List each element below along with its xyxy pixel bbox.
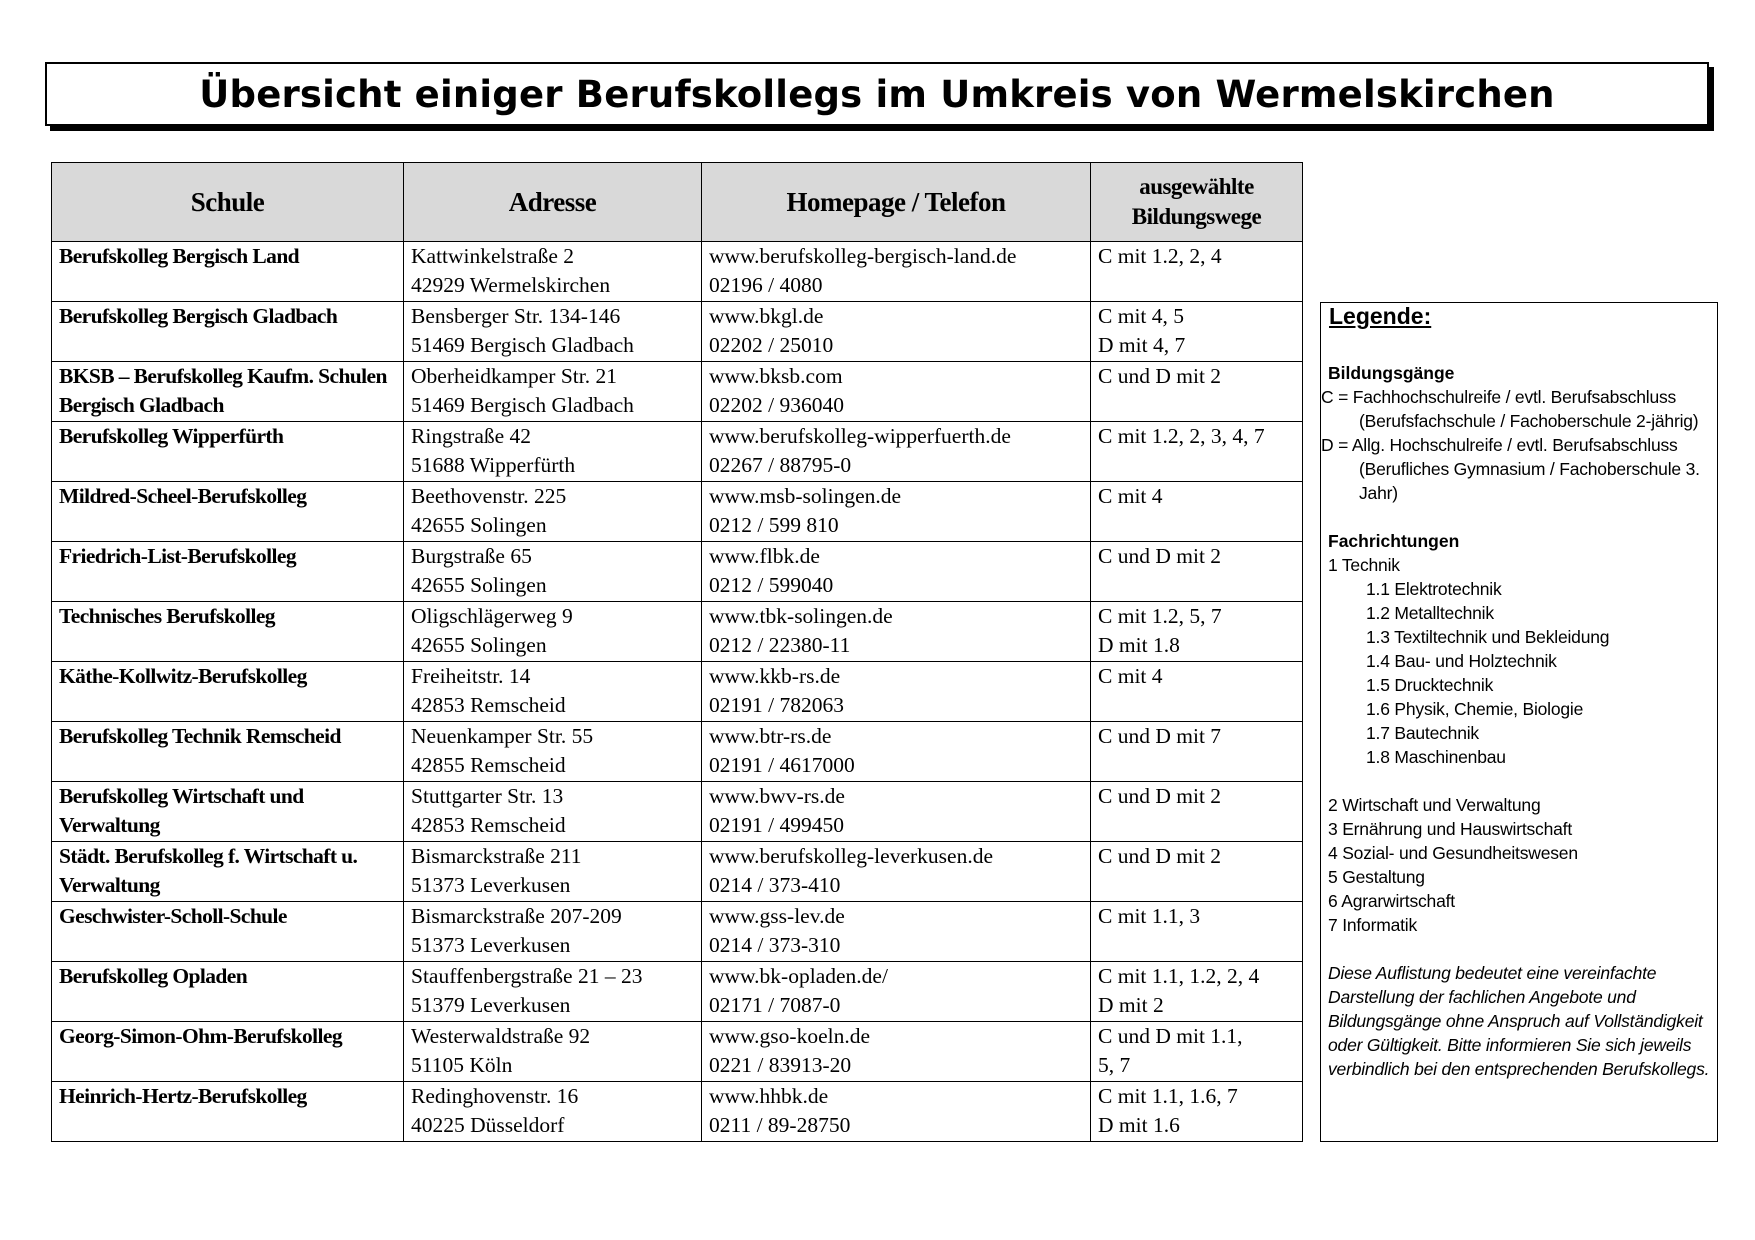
phone-number: 0214 / 373-410 — [709, 873, 841, 897]
legend-box — [1320, 302, 1718, 1142]
legend-bildungsgang-d-detail-2: Jahr) — [1359, 483, 1398, 503]
legend-technik-sub: 1.3 Textiltechnik und Bekleidung — [1366, 627, 1610, 647]
address-line: Burgstraße 65 — [411, 544, 532, 568]
address-cell — [404, 602, 702, 662]
paths-cell — [1091, 1022, 1303, 1082]
legend-technik: 1 Technik — [1328, 555, 1400, 575]
address-line: 42655 Solingen — [411, 513, 547, 537]
address-line: 51373 Leverkusen — [411, 873, 571, 897]
legend-bildungsgang-d-detail: (Berufliches Gymnasium / Fachoberschule 3. — [1359, 459, 1700, 479]
paths-line: C mit 1.1, 3 — [1098, 904, 1201, 928]
legend-title: Legende: — [1329, 303, 1432, 329]
paths-cell — [1091, 242, 1303, 302]
paths-cell — [1091, 362, 1303, 422]
paths-line: C und D mit 2 — [1098, 364, 1222, 388]
paths-line: C und D mit 2 — [1098, 784, 1222, 808]
paths-line: C und D mit 7 — [1098, 724, 1222, 748]
paths-line: C mit 1.2, 2, 3, 4, 7 — [1098, 424, 1265, 448]
phone-number: 02171 / 7087-0 — [709, 993, 841, 1017]
header-bildungswege: ausgewählte Bildungswege — [1091, 163, 1303, 242]
school-name-cell: Berufskolleg Wirtschaft und Verwaltung — [52, 782, 404, 842]
paths-line: C und D mit 2 — [1098, 844, 1222, 868]
contact-cell — [702, 242, 1091, 302]
phone-number: 02191 / 782063 — [709, 693, 844, 717]
address-cell — [404, 482, 702, 542]
phone-number: 02191 / 4617000 — [709, 753, 855, 777]
address-line: 51469 Bergisch Gladbach — [411, 393, 634, 417]
table-row — [52, 1022, 1303, 1082]
header-homepage-telefon: Homepage / Telefon — [702, 163, 1091, 242]
legend-bildungsgaenge-title: Bildungsgänge — [1328, 363, 1455, 383]
phone-number: 02267 / 88795-0 — [709, 453, 852, 477]
table-row — [52, 962, 1303, 1022]
address-cell — [404, 362, 702, 422]
contact-cell — [702, 542, 1091, 602]
address-line: 42855 Remscheid — [411, 753, 566, 777]
homepage-link[interactable]: www.flbk.de — [709, 544, 820, 568]
address-line: 51379 Leverkusen — [411, 993, 571, 1017]
legend-bildungsgang-c-detail: (Berufsfachschule / Fachoberschule 2-jährig) — [1359, 411, 1699, 431]
address-line: Kattwinkelstraße 2 — [411, 244, 574, 268]
legend-fachrichtung: 3 Ernährung und Hauswirtschaft — [1328, 819, 1572, 839]
contact-cell — [702, 842, 1091, 902]
contact-cell — [702, 662, 1091, 722]
schools-table — [51, 162, 1303, 1142]
address-cell — [404, 542, 702, 602]
paths-line: D mit 4, 7 — [1098, 333, 1186, 357]
address-cell — [404, 962, 702, 1022]
paths-line: C und D mit 2 — [1098, 544, 1222, 568]
phone-number: 02202 / 936040 — [709, 393, 844, 417]
title-box — [45, 62, 1709, 126]
legend-disclaimer: Diese Auflistung bedeutet eine vereinfachte Darstellung der fachlichen Angebote und Bildungsgänge ohne Anspruch auf Vollständigkeit oder Gültigkeit. Bitte informieren Sie sich jeweils verbindlich bei den entsprechenden Berufskollegs. — [1328, 963, 1710, 1079]
address-line: Bismarckstraße 207-209 — [411, 904, 622, 928]
table-row — [52, 662, 1303, 722]
table-header-row — [52, 163, 1303, 242]
table-row — [52, 842, 1303, 902]
contact-cell — [702, 902, 1091, 962]
phone-number: 02196 / 4080 — [709, 273, 823, 297]
paths-cell — [1091, 542, 1303, 602]
phone-number: 0212 / 599 810 — [709, 513, 839, 537]
legend-bildungsgang-d: D = Allg. Hochschulreife / evtl. Berufsabschluss — [1321, 435, 1678, 455]
address-line: Ringstraße 42 — [411, 424, 532, 448]
address-cell — [404, 422, 702, 482]
homepage-link[interactable]: www.tbk-solingen.de — [709, 604, 893, 628]
legend-technik-sub: 1.7 Bautechnik — [1366, 723, 1479, 743]
paths-cell — [1091, 422, 1303, 482]
homepage-link[interactable]: www.berufskolleg-leverkusen.de — [709, 844, 993, 868]
address-cell — [404, 1082, 702, 1142]
address-cell — [404, 1022, 702, 1082]
address-line: Stauffenbergstraße 21 – 23 — [411, 964, 643, 988]
table-row — [52, 362, 1303, 422]
school-name-cell: Friedrich-List-Berufskolleg — [52, 542, 404, 602]
table-row — [52, 302, 1303, 362]
table-row — [52, 782, 1303, 842]
paths-cell — [1091, 482, 1303, 542]
page-title: Übersicht einiger Berufskollegs im Umkreis von Wermelskirchen — [199, 72, 1555, 116]
paths-line: C mit 1.1, 1.6, 7 — [1098, 1084, 1238, 1108]
contact-cell — [702, 782, 1091, 842]
address-line: 51469 Bergisch Gladbach — [411, 333, 634, 357]
homepage-link[interactable]: www.bk-opladen.de/ — [709, 964, 888, 988]
legend-technik-sub: 1.6 Physik, Chemie, Biologie — [1366, 699, 1584, 719]
homepage-link[interactable]: www.gss-lev.de — [709, 904, 845, 928]
legend-technik-sub: 1.8 Maschinenbau — [1366, 747, 1506, 767]
homepage-link[interactable]: www.msb-solingen.de — [709, 484, 902, 508]
homepage-link[interactable]: www.btr-rs.de — [709, 724, 832, 748]
legend-fachrichtungen-title: Fachrichtungen — [1328, 531, 1460, 551]
contact-cell — [702, 1082, 1091, 1142]
contact-cell — [702, 422, 1091, 482]
address-cell — [404, 782, 702, 842]
paths-line: C mit 4 — [1098, 664, 1163, 688]
address-line: 42853 Remscheid — [411, 693, 566, 717]
school-name-cell: BKSB – Berufskolleg Kaufm. Schulen Bergisch Gladbach — [52, 362, 404, 422]
legend-fachrichtung: 6 Agrarwirtschaft — [1328, 891, 1455, 911]
paths-cell — [1091, 782, 1303, 842]
address-cell — [404, 902, 702, 962]
address-line: Redinghovenstr. 16 — [411, 1084, 579, 1108]
contact-cell — [702, 962, 1091, 1022]
paths-cell — [1091, 902, 1303, 962]
legend-fachrichtung: 2 Wirtschaft und Verwaltung — [1328, 795, 1541, 815]
table-row — [52, 542, 1303, 602]
phone-number: 0211 / 89-28750 — [709, 1113, 851, 1137]
legend-technik-sub: 1.5 Drucktechnik — [1366, 675, 1494, 695]
address-line: Oligschlägerweg 9 — [411, 604, 573, 628]
address-line: Bismarckstraße 211 — [411, 844, 582, 868]
legend-fachrichtung: 4 Sozial- und Gesundheitswesen — [1328, 843, 1578, 863]
paths-cell — [1091, 842, 1303, 902]
table-row — [52, 482, 1303, 542]
paths-line: C mit 4 — [1098, 484, 1163, 508]
paths-line: C mit 1.2, 2, 4 — [1098, 244, 1222, 268]
address-line: 42655 Solingen — [411, 633, 547, 657]
paths-cell — [1091, 1082, 1303, 1142]
school-name-cell: Heinrich-Hertz-Berufskolleg — [52, 1082, 404, 1142]
table-row — [52, 722, 1303, 782]
school-name-cell: Geschwister-Scholl-Schule — [52, 902, 404, 962]
school-name-cell: Städt. Berufskolleg f. Wirtschaft u. Verwaltung — [52, 842, 404, 902]
school-name-cell: Berufskolleg Bergisch Land — [52, 242, 404, 302]
address-line: 51105 Köln — [411, 1053, 513, 1077]
homepage-link[interactable]: www.berufskolleg-wipperfuerth.de — [709, 424, 1011, 448]
address-cell — [404, 662, 702, 722]
address-cell — [404, 302, 702, 362]
address-line: Oberheidkamper Str. 21 — [411, 364, 617, 388]
address-cell — [404, 842, 702, 902]
table-row — [52, 902, 1303, 962]
homepage-link[interactable]: www.hhbk.de — [709, 1084, 829, 1108]
address-line: Stuttgarter Str. 13 — [411, 784, 564, 808]
address-line: 42853 Remscheid — [411, 813, 566, 837]
address-line: 40225 Düsseldorf — [411, 1113, 565, 1137]
header-schule: Schule — [52, 163, 404, 242]
school-name-cell: Berufskolleg Opladen — [52, 962, 404, 1022]
paths-line: D mit 1.6 — [1098, 1113, 1180, 1137]
address-line: 42655 Solingen — [411, 573, 547, 597]
homepage-link[interactable]: www.kkb-rs.de — [709, 664, 841, 688]
school-name-cell: Mildred-Scheel-Berufskolleg — [52, 482, 404, 542]
table-body — [52, 242, 1303, 1142]
paths-line: C mit 1.1, 1.2, 2, 4 — [1098, 964, 1260, 988]
paths-cell — [1091, 302, 1303, 362]
address-cell — [404, 722, 702, 782]
homepage-link[interactable]: www.bksb.com — [709, 364, 843, 388]
legend-technik-sub: 1.1 Elektrotechnik — [1366, 579, 1502, 599]
paths-line: D mit 2 — [1098, 993, 1164, 1017]
header-adresse: Adresse — [404, 163, 702, 242]
contact-cell — [702, 722, 1091, 782]
phone-number: 0212 / 599040 — [709, 573, 834, 597]
address-line: 51373 Leverkusen — [411, 933, 571, 957]
phone-number: 02202 / 25010 — [709, 333, 834, 357]
paths-cell — [1091, 662, 1303, 722]
legend-bildungsgang-c: C = Fachhochschulreife / evtl. Berufsabschluss — [1321, 387, 1677, 407]
phone-number: 02191 / 499450 — [709, 813, 844, 837]
school-name-cell: Käthe-Kollwitz-Berufskolleg — [52, 662, 404, 722]
phone-number: 0221 / 83913-20 — [709, 1053, 852, 1077]
contact-cell — [702, 362, 1091, 422]
address-cell — [404, 242, 702, 302]
school-name-cell: Berufskolleg Wipperfürth — [52, 422, 404, 482]
homepage-link[interactable]: www.berufskolleg-bergisch-land.de — [709, 244, 1017, 268]
table-row — [52, 242, 1303, 302]
legend-technik-sub: 1.4 Bau- und Holztechnik — [1366, 651, 1557, 671]
paths-line: C mit 1.2, 5, 7 — [1098, 604, 1222, 628]
contact-cell — [702, 1022, 1091, 1082]
homepage-link[interactable]: www.bwv-rs.de — [709, 784, 845, 808]
address-line: 42929 Wermelskirchen — [411, 273, 611, 297]
table-row — [52, 602, 1303, 662]
address-line: Beethovenstr. 225 — [411, 484, 567, 508]
legend-technik-sub: 1.2 Metalltechnik — [1366, 603, 1494, 623]
contact-cell — [702, 602, 1091, 662]
paths-cell — [1091, 722, 1303, 782]
address-line: 51688 Wipperfürth — [411, 453, 576, 477]
paths-line: 5, 7 — [1098, 1053, 1131, 1077]
school-name-cell: Berufskolleg Technik Remscheid — [52, 722, 404, 782]
phone-number: 0214 / 373-310 — [709, 933, 841, 957]
phone-number: 0212 / 22380-11 — [709, 633, 851, 657]
paths-line: D mit 1.8 — [1098, 633, 1180, 657]
table-row — [52, 1082, 1303, 1142]
school-name-cell: Technisches Berufskolleg — [52, 602, 404, 662]
paths-cell — [1091, 962, 1303, 1022]
paths-line: C mit 4, 5 — [1098, 304, 1185, 328]
paths-line: C und D mit 1.1, — [1098, 1024, 1243, 1048]
address-line: Westerwaldstraße 92 — [411, 1024, 591, 1048]
contact-cell — [702, 482, 1091, 542]
address-line: Freiheitstr. 14 — [411, 664, 531, 688]
contact-cell — [702, 302, 1091, 362]
homepage-link[interactable]: www.bkgl.de — [709, 304, 824, 328]
table-row — [52, 422, 1303, 482]
homepage-link[interactable]: www.gso-koeln.de — [709, 1024, 871, 1048]
school-name-cell: Georg-Simon-Ohm-Berufskolleg — [52, 1022, 404, 1082]
paths-cell — [1091, 602, 1303, 662]
school-name-cell: Berufskolleg Bergisch Gladbach — [52, 302, 404, 362]
legend-fachrichtung: 7 Informatik — [1328, 915, 1418, 935]
legend-fachrichtung: 5 Gestaltung — [1328, 867, 1425, 887]
address-line: Neuenkamper Str. 55 — [411, 724, 594, 748]
address-line: Bensberger Str. 134-146 — [411, 304, 621, 328]
